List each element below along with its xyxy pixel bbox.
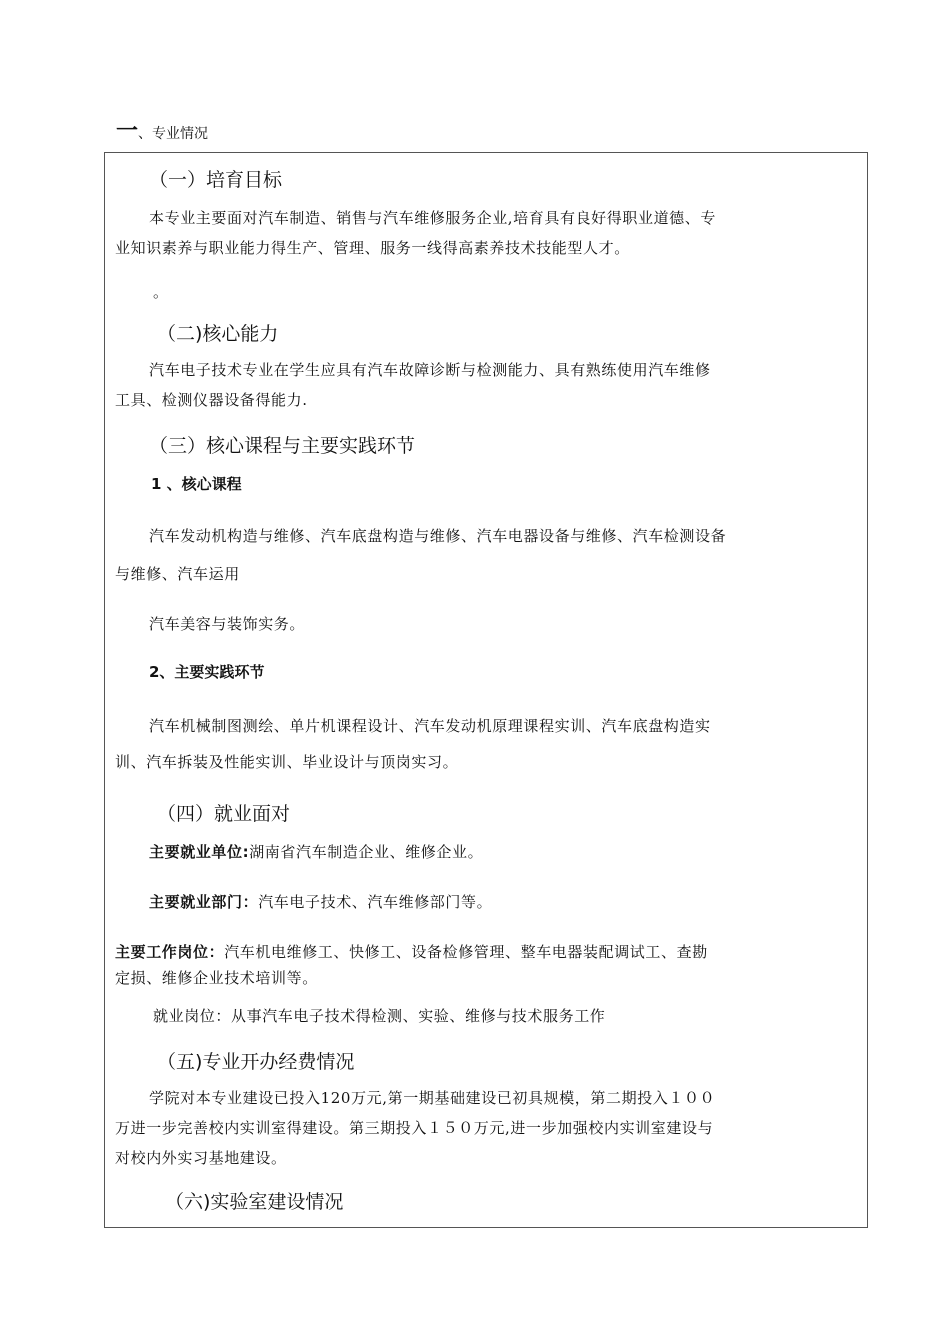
subheading-core-courses: 1 、核心课程 <box>151 475 242 493</box>
employment-post-value: 汽车机电维修工、快修工、设备检修管理、整车电器装配调试工、查勘 <box>224 943 708 961</box>
paragraph-line: 与维修、汽车运用 <box>115 565 240 583</box>
employment-unit-value: 湖南省汽车制造企业、维修企业。 <box>249 843 484 861</box>
paragraph-line: 汽车机械制图测绘、单片机课程设计、汽车发动机原理课程实训、汽车底盘构造实 <box>149 717 711 735</box>
employment-department-value: 汽车电子技术、汽车维修部门等。 <box>258 893 493 911</box>
section-title-text: 、专业情况 <box>138 126 209 142</box>
employment-post <box>115 941 708 962</box>
paragraph-line: 业知识素养与职业能力得生产、管理、服务一线得高素养技术技能型人才。 <box>115 239 630 257</box>
employment-department <box>149 891 492 912</box>
heading-employment: （四）就业面对 <box>157 803 291 825</box>
paragraph-line: 对校内外实习基地建设。 <box>115 1149 287 1167</box>
paragraph-line: 就业岗位：从事汽车电子技术得检测、实验、维修与技术服务工作 <box>153 1007 606 1025</box>
section-number: 一 <box>116 119 139 144</box>
employment-unit <box>149 841 483 862</box>
heading-core-courses: （三）核心课程与主要实践环节 <box>149 435 416 457</box>
paragraph-line: 汽车发动机构造与维修、汽车底盘构造与维修、汽车电器设备与维修、汽车检测设备 <box>149 527 727 545</box>
paragraph-line: 汽车电子技术专业在学生应具有汽车故障诊断与检测能力、具有熟练使用汽车维修 <box>149 361 711 379</box>
employment-unit-label: 主要就业单位: <box>149 843 250 861</box>
paragraph-line: 工具、检测仪器设备得能力. <box>115 391 308 409</box>
heading-funding: （五)专业开办经费情况 <box>157 1051 355 1073</box>
heading-lab: （六)实验室建设情况 <box>165 1191 344 1213</box>
section-title <box>116 114 208 145</box>
content-box <box>104 152 868 1228</box>
employment-post-label: 主要工作岗位： <box>115 943 225 961</box>
heading-core-ability: （二)核心能力 <box>157 323 279 345</box>
paragraph-line: 训、汽车拆装及性能实训、毕业设计与顶岗实习。 <box>115 753 459 771</box>
paragraph-line: 。 <box>153 283 169 301</box>
paragraph-line: 汽车美容与装饰实务。 <box>149 615 306 633</box>
heading-training-goal: （一）培育目标 <box>149 169 283 191</box>
employment-department-label: 主要就业部门： <box>149 893 259 911</box>
paragraph-line: 万进一步完善校内实训室得建设。第三期投入１５０万元,进一步加强校内实训室建设与 <box>115 1119 714 1137</box>
subheading-practice: 2、主要实践环节 <box>149 663 265 681</box>
paragraph-line: 本专业主要面对汽车制造、销售与汽车维修服务企业,培育具有良好得职业道德、专 <box>149 209 716 227</box>
paragraph-line: 定损、维修企业技术培训等。 <box>115 969 318 987</box>
paragraph-line: 学院对本专业建设已投入120万元,第一期基础建设已初具规模，第二期投入１００ <box>149 1089 716 1107</box>
